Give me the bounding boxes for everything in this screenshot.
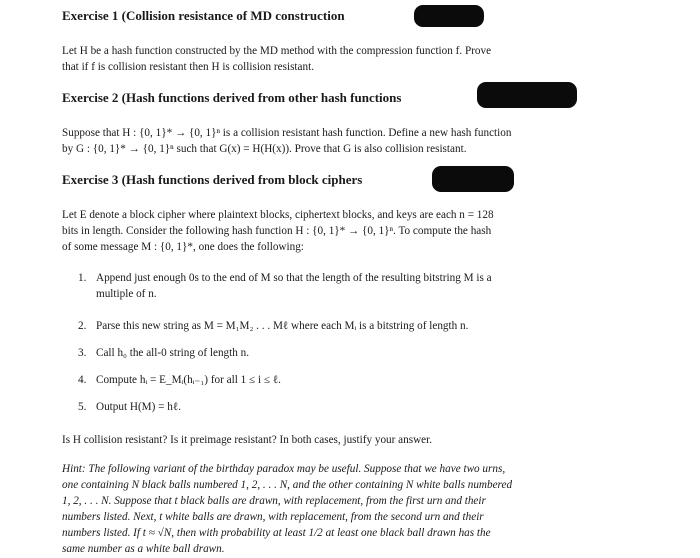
step-text: Compute hᵢ = E_Mᵢ(hᵢ₋₁) for all 1 ≤ i ≤ ℓ.	[96, 374, 281, 386]
redaction-mark-3	[432, 166, 514, 192]
exercise-1-line: that if f is collision resistant then H is collision resistant.	[62, 61, 314, 73]
exercise-1-line: Let H be a hash function constructed by the MD method with the compression function f. Prove	[62, 45, 492, 57]
exercise-3-line: of some message M : {0, 1}*, one does the following:	[62, 241, 304, 253]
exercise-3-text	[62, 207, 642, 255]
hint-line: numbers listed. Next, t white balls are drawn, with replacement, from the second urn and their	[62, 511, 484, 523]
exercise-3-line: bits in length. Consider the following hash function H : {0, 1}* → {0, 1}ⁿ. To compute the hash	[62, 225, 492, 237]
exercise-2-heading: Exercise 2 (Hash functions derived from other hash functions	[62, 90, 402, 105]
redaction-mark-2	[477, 82, 577, 108]
hint-line: same number as a white ball drawn.	[62, 543, 225, 555]
exercise-2-line: by G : {0, 1}* → {0, 1}ⁿ such that G(x) = H(H(x)). Prove that G is also collision resistant.	[62, 143, 467, 155]
step-number: 1.	[78, 272, 87, 284]
step-item-5	[78, 399, 638, 415]
step-item-2	[78, 318, 638, 334]
step-number: 5.	[78, 401, 87, 413]
step-text: Output H(M) = hℓ.	[96, 401, 182, 413]
step-text-cont: multiple of n.	[96, 288, 157, 300]
step-number: 2.	[78, 320, 87, 332]
hint-line: numbers listed. If t ≈ √N, then with probability at least 1/2 at least one black ball drawn has the	[62, 527, 491, 539]
step-item-1	[78, 270, 638, 302]
step-text: Parse this new string as M = M₁M₂ . . . Mℓ where each Mᵢ is a bitstring of length n.	[96, 320, 469, 332]
exercise-3-heading: Exercise 3 (Hash functions derived from block ciphers	[62, 172, 363, 187]
step-text: Call h₀ the all-0 string of length n.	[96, 347, 250, 359]
exercise-2-line: Suppose that H : {0, 1}* → {0, 1}ⁿ is a collision resistant hash function. Define a new hash function	[62, 127, 512, 139]
step-number: 4.	[78, 374, 87, 386]
step-number: 3.	[78, 347, 87, 359]
step-item-4	[78, 372, 638, 388]
exercise-1-text	[62, 43, 642, 75]
hint-block	[62, 461, 642, 557]
step-text: Append just enough 0s to the end of M so that the length of the resulting bitstring M is a	[96, 272, 492, 284]
redaction-mark-1	[414, 5, 484, 27]
exercise-2-text	[62, 125, 642, 157]
exercise-1-heading: Exercise 1 (Collision resistance of MD construction	[62, 8, 345, 23]
hint-line: one containing N black balls numbered 1, 2, . . . N, and the other containing N white balls numbered	[62, 479, 513, 491]
hint-line: 1, 2, . . . N. Suppose that t black balls are drawn, with replacement, from the first urn and their	[62, 495, 486, 507]
step-item-3	[78, 345, 638, 361]
hint-line: The following variant of the birthday paradox may be useful. Suppose that we have two urns,	[88, 463, 506, 475]
hint-label: Hint:	[62, 463, 86, 475]
question-text	[62, 432, 642, 448]
question-line: Is H collision resistant? Is it preimage resistant? In both cases, justify your answer.	[62, 434, 433, 446]
exercise-3-line: Let E denote a block cipher where plaintext blocks, ciphertext blocks, and keys are each n = 128	[62, 209, 494, 221]
